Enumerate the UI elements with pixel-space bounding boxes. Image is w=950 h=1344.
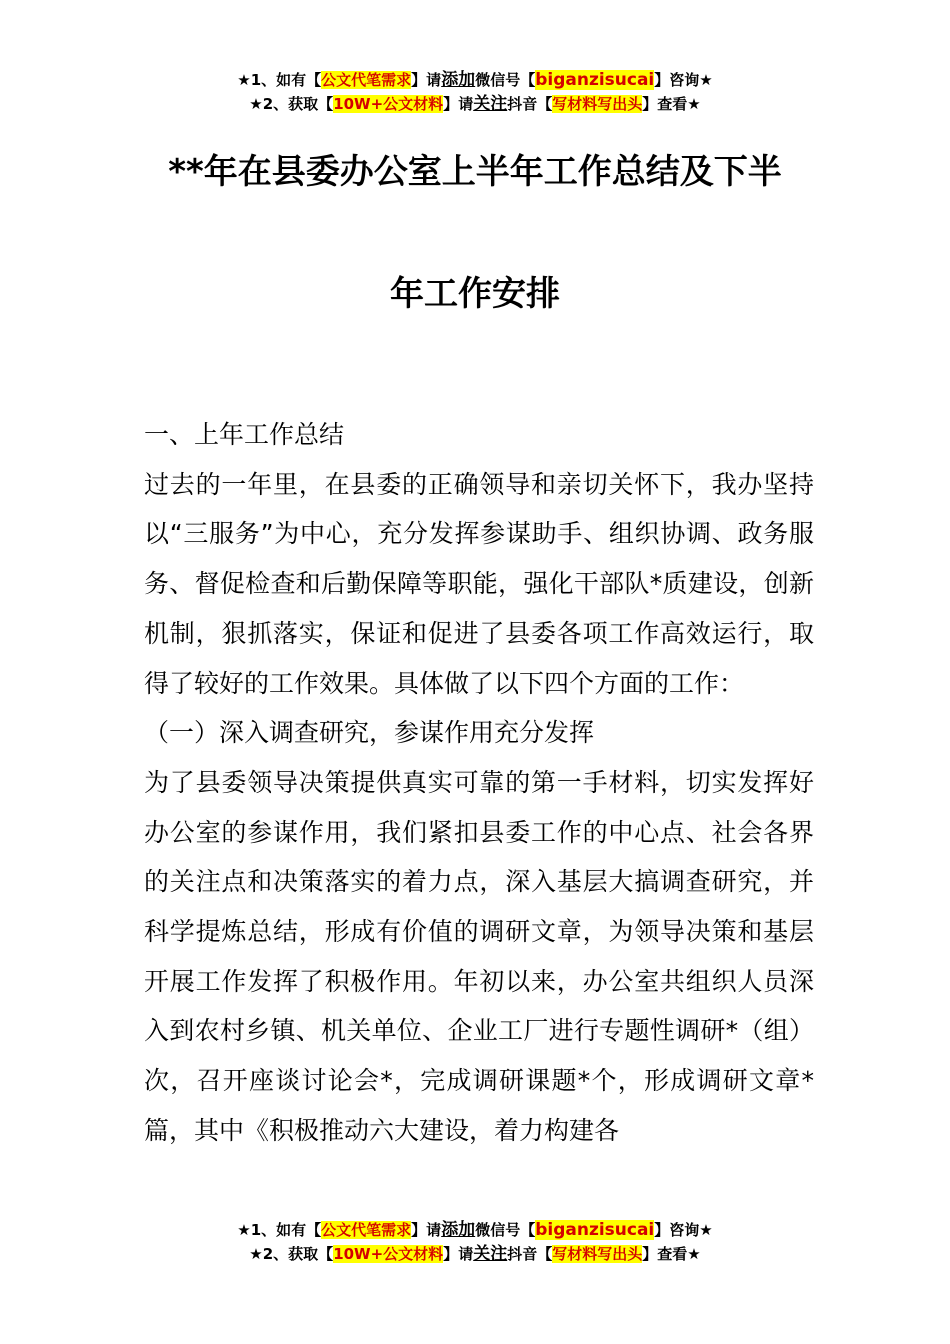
banner-underlined: 添加 <box>441 1220 476 1240</box>
banner-line-2: ★2、获取【10W+公文材料】请关注抖音【写材料写出头】查看★ <box>249 1244 701 1264</box>
banner-line-1: ★1、如有【公文代笔需求】请添加微信号【biganzisucai】咨询★ <box>237 70 713 90</box>
banner-highlight: 写材料写出头 <box>552 95 643 113</box>
banner-highlight: 公文代笔需求 <box>321 71 412 89</box>
banner-underlined: 关注 <box>473 94 508 114</box>
header-banner <box>0 68 950 116</box>
banner-underlined: 添加 <box>441 70 476 90</box>
document-title-line-2: 年工作安排 <box>390 274 560 314</box>
footer-banner <box>0 1218 950 1266</box>
banner-highlight: 写材料写出头 <box>552 1245 643 1263</box>
banner-highlight: 10W+公文材料 <box>333 1245 444 1263</box>
banner-highlight: biganzisucai <box>535 1220 655 1240</box>
paragraph: 过去的一年里，在县委的正确领导和亲切关怀下，我办坚持以“三服务”为中心，充分发挥参谋助手、组织协调、政务服务、督促检查和后勤保障等职能，强化干部队*质建设，创新机制，狠抓落实，保证和促进了县委各项工作高效运行，取得了较好的工作效果。具体做了以下四个方面的工作： <box>144 469 814 698</box>
paragraph: 为了县委领导决策提供真实可靠的第一手材料，切实发挥好办公室的参谋作用，我们紧扣县委工作的中心点、社会各界的关注点和决策落实的着力点，深入基层大搞调查研究，并科学提炼总结，形成有价值的调研文章，为领导决策和基层开展工作发挥了积极作用。年初以来，办公室共组织人员深入到农村乡镇、机关单位、企业工厂进行专题性调研*（组）次，召开座谈讨论会*，完成调研课题*个，形成调研文章*篇，其中《积极推动六大建设，着力构建各 <box>144 767 814 1145</box>
document-body <box>144 410 814 1156</box>
section-heading: 一、上年工作总结 <box>144 420 345 449</box>
banner-underlined: 关注 <box>473 1244 508 1264</box>
banner-highlight: biganzisucai <box>535 70 655 90</box>
document-title-line-1: **年在县委办公室上半年工作总结及下半 <box>168 152 782 192</box>
banner-highlight: 公文代笔需求 <box>321 1221 412 1239</box>
banner-line-1: ★1、如有【公文代笔需求】请添加微信号【biganzisucai】咨询★ <box>237 1220 713 1240</box>
subsection-heading: （一）深入调查研究，参谋作用充分发挥 <box>144 718 595 748</box>
banner-line-2: ★2、获取【10W+公文材料】请关注抖音【写材料写出头】查看★ <box>249 94 701 114</box>
banner-highlight: 10W+公文材料 <box>333 95 444 113</box>
